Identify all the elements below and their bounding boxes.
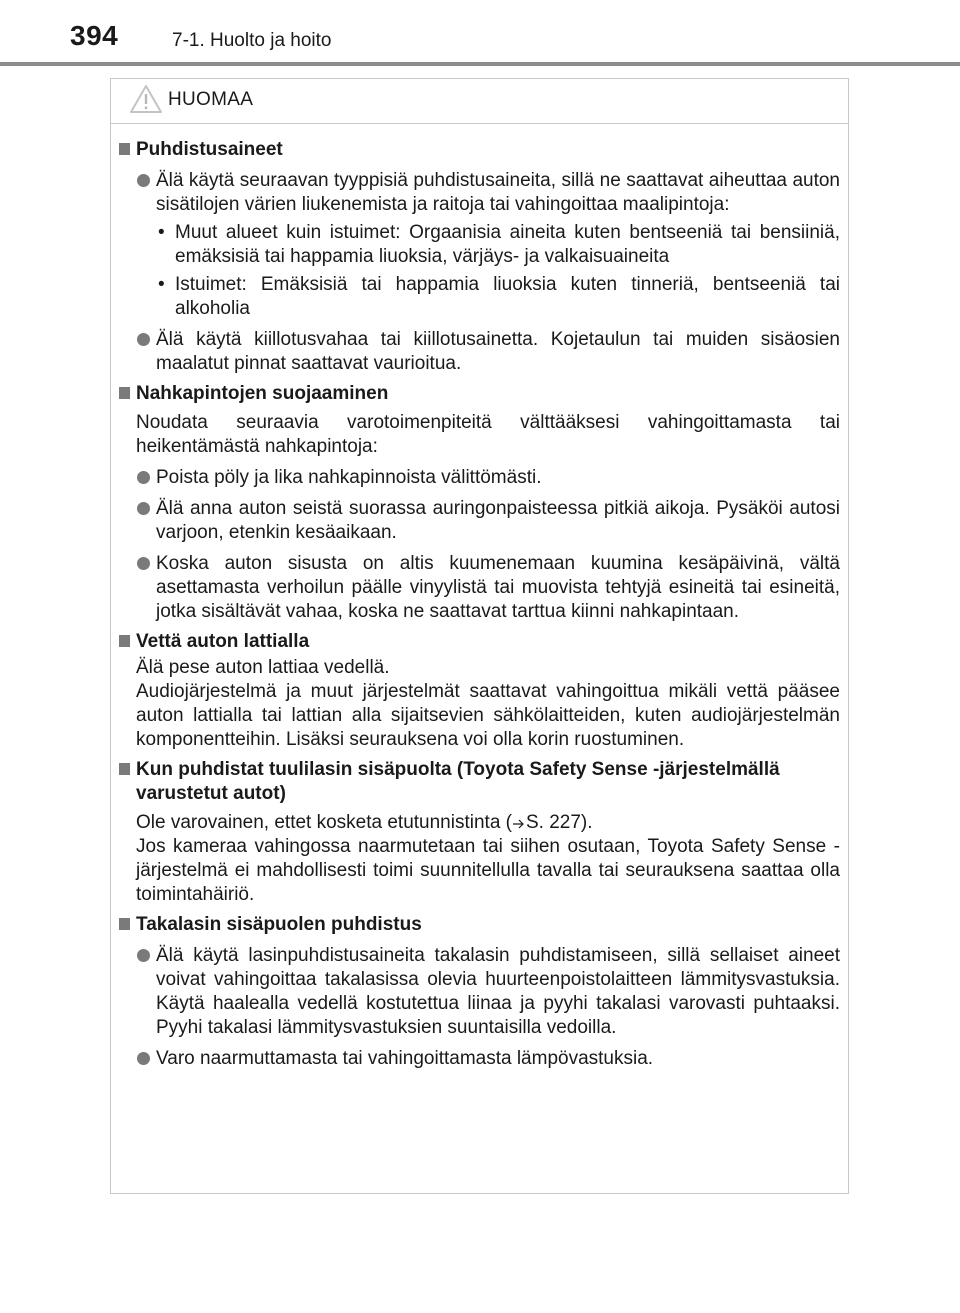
paragraph: Älä pese auton lattiaa vedellä.: [136, 657, 390, 678]
bullet-item: Älä käytä seuraavan tyyppisiä puhdistusaineita, sillä ne saattavat aiheuttaa auton sisätilojen värien liukenemista ja raitoja tai vahingoittaa maalipintoja:: [136, 169, 840, 217]
section-heading: Nahkapintojen suojaaminen: [118, 382, 840, 406]
paragraph: Audiojärjestelmä ja muut järjestelmät saattavat vahingoittua mikäli vettä pääsee auton lattialla tai lattian alla sijaitsevien sähkölaitteiden, kuten audiojärjestelmän komponentteihin. Lisäksi seurauksena voi olla korin ruostuminen.: [136, 681, 840, 750]
page-header: [0, 0, 960, 64]
bullet-item: Varo naarmuttamasta tai vahingoittamasta lämpövastuksia.: [136, 1047, 840, 1071]
paragraph: Jos kameraa vahingossa naarmutetaan tai siihen osutaan, Toyota Safety Sense -järjestelmä ei mahdollisesti toimi suunnitellulla tavalla tai seurauksena saattaa olla toimintahäiriö.: [136, 836, 840, 905]
notice-box: [110, 78, 849, 1194]
bullet-item: Poista pöly ja lika nahkapinnoista välittömästi.: [136, 466, 840, 490]
bullet-item: Älä anna auton seistä suorassa auringonpaisteessa pitkiä aikoja. Pysäköi autosi varjoon, etenkin kesäaikaan.: [136, 497, 840, 545]
notice-label: HUOMAA: [168, 89, 254, 110]
notice-header: [111, 79, 848, 124]
page-number: 394: [70, 20, 119, 51]
dash-item: • Istuimet: Emäksisiä tai happamia liuoksia kuten tinneriä, bentseeniä tai alkoholia: [156, 273, 840, 321]
bullet-item: Koska auton sisusta on altis kuumenemaan kuumina kesäpäivinä, vältä asettamasta verhoilun päälle vinyylistä tai muovista tehtyjä esineitä tai esineitä, jotka sisältävät vahaa, koska ne saattavat tarttua kiinni nahkapintaan.: [136, 552, 840, 624]
section-heading: Vettä auton lattialla: [118, 630, 840, 654]
section-heading: Kun puhdistat tuulilasin sisäpuolta (Toyota Safety Sense -järjestelmällä varustetut autot): [118, 758, 840, 806]
paragraph-text: Ole varovainen, ettet kosketa etutunnistinta (: [136, 812, 512, 833]
warning-triangle-icon: [129, 84, 163, 119]
page-reference: S. 227).: [526, 812, 593, 833]
header-divider: [0, 62, 960, 66]
paragraph: Noudata seuraavia varotoimenpiteitä välttääksesi vahingoittamasta tai heikentämästä nahkapintoja:: [136, 412, 840, 457]
section-heading: Puhdistusaineet: [118, 138, 840, 162]
bullet-item: Älä käytä lasinpuhdistusaineita takalasin puhdistamiseen, sillä sellaiset aineet voivat vahingoittaa takalasissa olevia huurteenpoistolaitteen lämmitysvastuksia. Käytä haalealla vedellä kostutettua liinaa ja pyyhi takalasi varovasti puhtaaksi. Pyyhi takalasi lämmitysvastuksien suuntaisilla vedoilla.: [136, 944, 840, 1040]
arrow-right-icon: [512, 812, 526, 826]
bullet-item: Älä käytä kiillotusvahaa tai kiillotusainetta. Kojetaulun tai muiden sisäosien maalatut pinnat saattavat vaurioitua.: [136, 328, 840, 376]
section-heading: Takalasin sisäpuolen puhdistus: [118, 913, 840, 937]
paragraph: [136, 811, 840, 835]
dash-item: • Muut alueet kuin istuimet: Orgaanisia aineita kuten bentseeniä tai bensiiniä, emäksisiä tai happamia liuoksia, värjäys- ja valkaisuaineita: [156, 221, 840, 269]
section-title: 7-1. Huolto ja hoito: [172, 30, 332, 51]
notice-body: [111, 124, 848, 1071]
